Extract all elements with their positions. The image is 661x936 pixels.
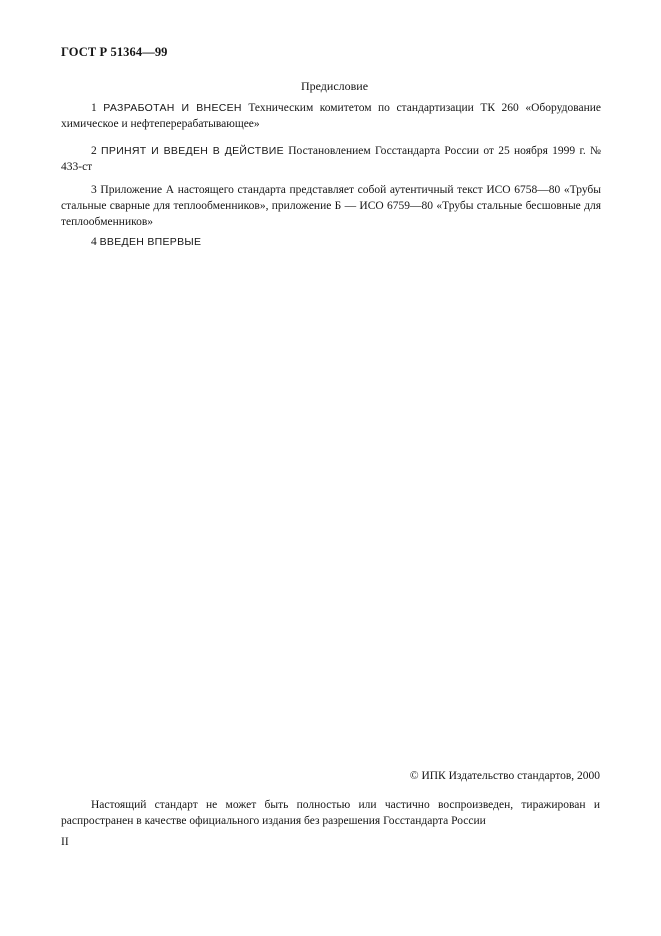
item-number: 3	[91, 184, 97, 196]
document-code: ГОСТ Р 51364—99	[61, 45, 168, 59]
preface-item-2	[61, 143, 601, 175]
copyright-line: © ИПК Издательство стандартов, 2000	[409, 770, 600, 782]
preface-item-3	[61, 182, 601, 230]
item-caps-heading: ПРИНЯТ И ВВЕДЕН В ДЕЙСТВИЕ	[101, 145, 284, 157]
item-caps-heading: РАЗРАБОТАН И ВНЕСЕН	[103, 102, 242, 114]
section-title: Предисловие	[300, 79, 369, 93]
item-text: Техническим комитетом по стандартизации ТК 260 «Оборудование химическое и нефтеперерабатывающее»	[61, 102, 601, 130]
item-text: Постановлением Госстандарта России от 25 ноября 1999 г. № 433-ст	[61, 145, 602, 173]
item-number: 2	[91, 145, 97, 157]
item-number: 4	[91, 236, 97, 248]
item-caps-heading: ВВЕДЕН ВПЕРВЫЕ	[99, 236, 202, 248]
reproduction-notice: Настоящий стандарт не может быть полностью или частично воспроизведен, тиражирован и распространен в качестве официального издания без разрешения Госстандарта России	[61, 799, 600, 827]
preface-item-4	[61, 234, 601, 250]
preface-item-1	[61, 100, 601, 132]
item-text: Приложение А настоящего стандарта представляет собой аутентичный текст ИСО 6758—80 «Трубы стальные сварные для теплообменников», приложение Б — ИСО 6759—80 «Трубы стальные бесшовные для теплообменников»	[61, 184, 601, 228]
item-number: 1	[91, 102, 97, 114]
page-number: II	[61, 836, 69, 848]
